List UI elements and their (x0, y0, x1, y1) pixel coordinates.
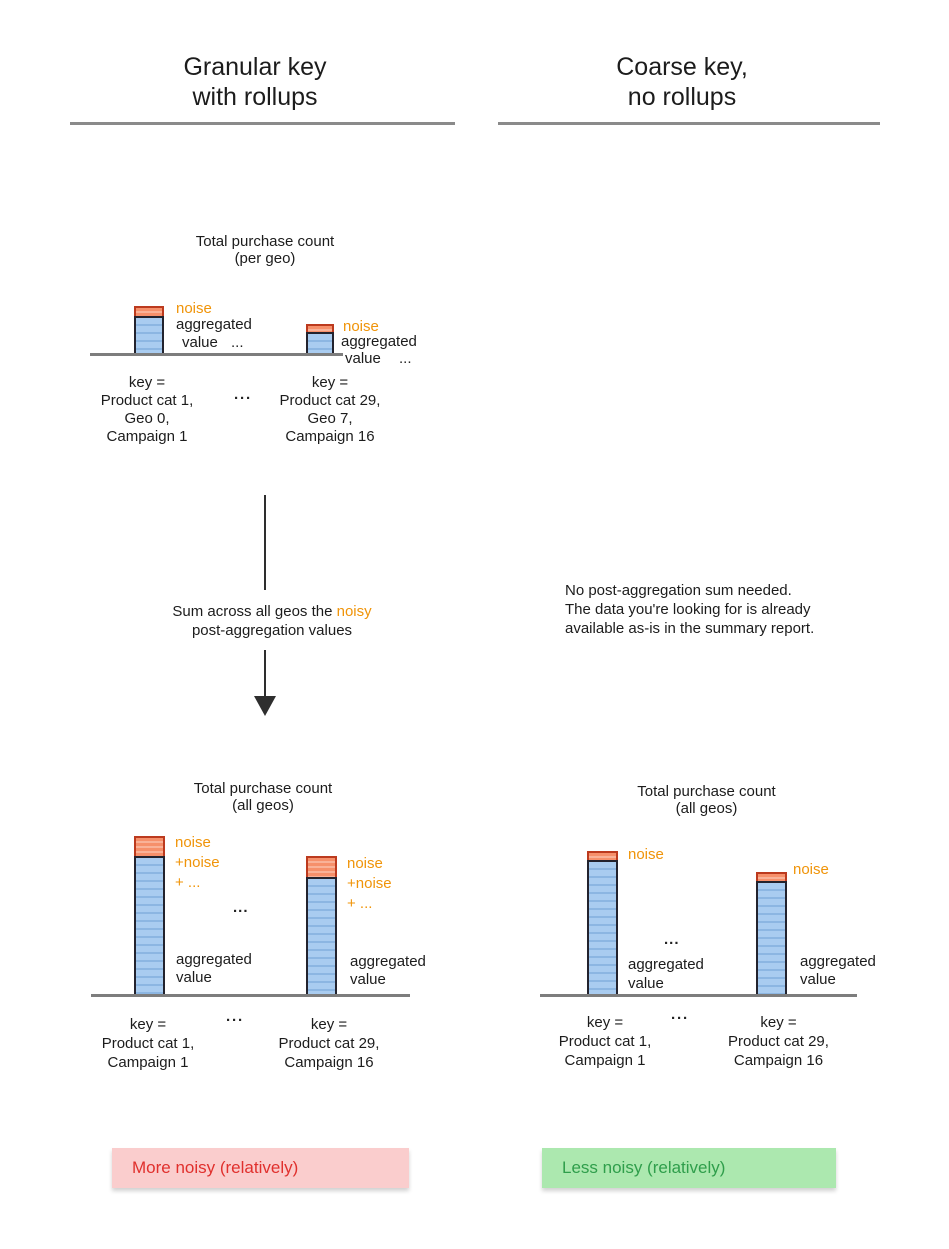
chart-title-all-geos-right (601, 783, 812, 817)
note-line2: The data you're looking for is already (565, 601, 811, 618)
value-label: value (800, 971, 836, 988)
key-line: key = (128, 374, 166, 391)
down-arrow-shaft-top (264, 495, 266, 590)
chart-title-all-geos-left (158, 780, 368, 814)
key-line: Product cat 29, (278, 1035, 380, 1052)
aggregated-label: aggregated (800, 953, 876, 970)
column-header-right (492, 52, 872, 112)
arrow-label-prefix: Sum across all geos the (172, 603, 337, 620)
bar-per-geo-2 (306, 324, 334, 356)
noise-label: noise (176, 300, 212, 317)
bar-key-1 (545, 1013, 665, 1070)
key-line: key = (310, 1016, 348, 1033)
noise-label: noise (793, 861, 829, 878)
keys-ellipsis: ··· (671, 1010, 689, 1027)
key-line: Campaign 1 (564, 1052, 646, 1069)
chart-title-per-geo (160, 233, 370, 267)
axis-baseline (540, 994, 857, 997)
axis-baseline (91, 994, 410, 997)
note-text (565, 581, 855, 638)
header-right-line1: Coarse key, (616, 53, 748, 81)
plus-noise-label: +noise (175, 854, 220, 871)
bar-key-2 (264, 1015, 394, 1072)
noise-segment (306, 324, 334, 332)
value-label: value (350, 971, 386, 988)
plus-dots-label: + ... (347, 895, 373, 912)
aggregated-value-segment (756, 881, 787, 997)
aggregated-label: aggregated (341, 333, 417, 350)
note-line3: available as-is in the summary report. (565, 620, 815, 637)
note-line1: No post-aggregation sum needed. (565, 582, 792, 599)
bar-all-geos-coarse-1 (587, 851, 618, 997)
header-right-line2: no rollups (627, 83, 737, 111)
ellipsis: ... (399, 350, 412, 367)
bar-per-geo-1 (134, 306, 164, 356)
chart-title-line2: (all geos) (675, 800, 738, 817)
key-line: Campaign 1 (107, 1054, 189, 1071)
key-line: Product cat 29, (279, 392, 381, 409)
key-line: key = (311, 374, 349, 391)
bar-all-geos-coarse-2 (756, 872, 787, 997)
ellipsis: ... (231, 334, 244, 351)
chart-title-line2: (all geos) (232, 797, 294, 814)
bar-key-1 (88, 1015, 208, 1072)
bar-key-2 (265, 374, 395, 446)
aggregated-value-segment (134, 856, 165, 997)
arrow-label-line1 (132, 602, 412, 621)
value-label: value (176, 969, 212, 986)
key-line: key = (760, 1014, 797, 1031)
key-line: Product cat 1, (558, 1033, 652, 1050)
key-line: Campaign 16 (733, 1052, 824, 1069)
chart-title-line1: Total purchase count (195, 233, 335, 250)
aggregated-label: aggregated (628, 956, 704, 973)
more-noisy-badge: More noisy (relatively) (112, 1148, 409, 1188)
chart-title-line1: Total purchase count (193, 780, 333, 797)
noise-label: noise (628, 846, 664, 863)
noise-segment (756, 872, 787, 881)
key-line: Campaign 16 (285, 428, 375, 445)
key-line: Geo 0, (124, 410, 170, 427)
key-line: Product cat 1, (100, 392, 194, 409)
noise-segment (134, 836, 165, 856)
chart-title-line2: (per geo) (234, 250, 296, 267)
down-arrow-shaft-bottom (264, 650, 266, 698)
bar-key-2 (716, 1013, 841, 1070)
keys-ellipsis: ··· (234, 390, 252, 407)
header-underline-left (70, 122, 455, 125)
key-line: key = (586, 1014, 624, 1031)
down-arrow-icon (254, 696, 276, 716)
key-line: Campaign 1 (106, 428, 188, 445)
bar-all-geos-rollup-1 (134, 836, 165, 997)
bar-key-1 (85, 374, 209, 446)
aggregated-value-segment (587, 860, 618, 997)
value-label: value (182, 334, 218, 351)
key-line: key = (129, 1016, 167, 1033)
noise-label: noise (343, 318, 379, 335)
plus-noise-label: +noise (347, 875, 392, 892)
mid-ellipsis: ... (233, 899, 249, 916)
mid-ellipsis: ... (664, 931, 680, 948)
noise-segment (134, 306, 164, 316)
value-label: value (345, 350, 381, 367)
key-line: Product cat 1, (101, 1035, 195, 1052)
header-underline-right (498, 122, 880, 125)
aggregated-label: aggregated (176, 951, 252, 968)
arrow-label-line2: post-aggregation values (191, 622, 353, 639)
aggregated-value-segment (134, 316, 164, 356)
arrow-label-noisy: noisy (336, 603, 372, 620)
header-left-line2: with rollups (192, 83, 318, 111)
key-line: Geo 7, (307, 410, 353, 427)
chart-title-line1: Total purchase count (637, 783, 776, 800)
noise-label: noise (175, 834, 211, 851)
axis-baseline (90, 353, 343, 356)
keys-ellipsis: ··· (226, 1012, 244, 1029)
aggregated-value-segment (306, 877, 337, 997)
aggregated-label: aggregated (350, 953, 426, 970)
noise-segment (306, 856, 337, 877)
noise-label: noise (347, 855, 383, 872)
noise-stack-label (175, 833, 220, 893)
arrow-label (132, 602, 412, 640)
bar-all-geos-rollup-2 (306, 856, 337, 997)
noise-segment (587, 851, 618, 860)
key-line: Campaign 16 (284, 1054, 374, 1071)
less-noisy-badge: Less noisy (relatively) (542, 1148, 836, 1188)
aggregated-label: aggregated (176, 316, 252, 333)
value-label: value (628, 975, 664, 992)
column-header-left (65, 52, 445, 112)
key-line: Product cat 29, (728, 1033, 829, 1050)
noise-stack-label (347, 854, 392, 914)
header-left-line1: Granular key (183, 53, 327, 81)
plus-dots-label: + ... (175, 874, 201, 891)
